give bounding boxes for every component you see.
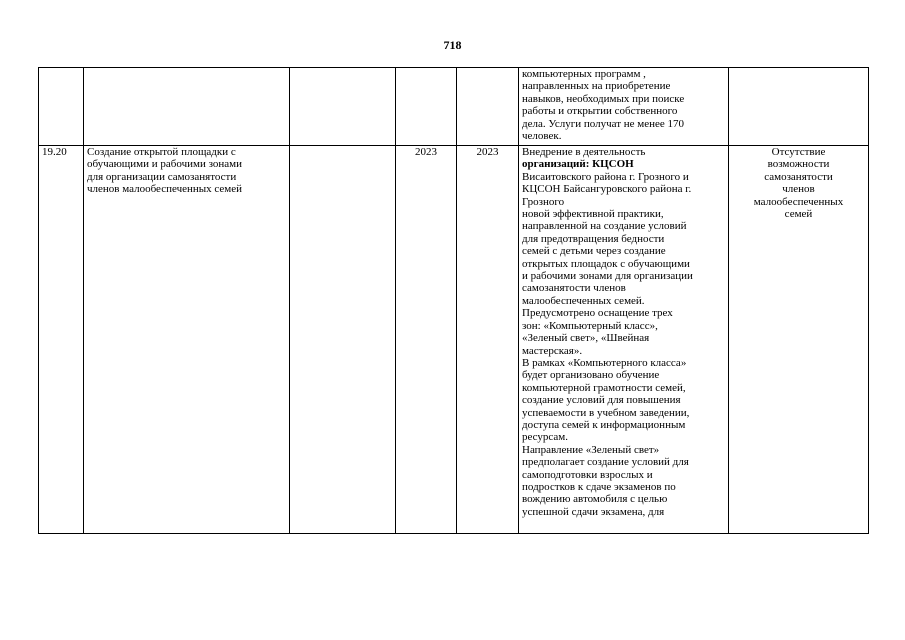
text-line: членов [782, 183, 815, 196]
cell-result [729, 146, 869, 534]
table-row-19-20 [39, 146, 869, 534]
text-line: самозанятости членов [522, 282, 626, 295]
text-line: Висаитовского района г. Грозного и [522, 170, 689, 183]
text-line: навыков, необходимых при поиске [522, 92, 685, 105]
cell-number: 19.20 [39, 146, 84, 534]
text-line: вождению автомобиля с целью [522, 493, 668, 506]
cell-end-year [457, 68, 519, 146]
text-line: подростков к сдаче экзаменов по [522, 480, 676, 493]
text-line: для организации самозанятости [87, 170, 237, 183]
text-line: организаций: КЦСОН [522, 158, 634, 171]
cell-col3 [290, 146, 396, 534]
text-line: Грозного [522, 195, 565, 208]
text-line: В рамках «Компьютерного класса» [522, 356, 687, 369]
page-number: 718 [443, 38, 462, 52]
text-line: предполагает создание условий для [522, 456, 689, 469]
program-table [38, 67, 869, 534]
text-line: человек. [522, 130, 562, 143]
text-line: и рабочими зонами для организации [522, 270, 693, 283]
text-line: Создание открытой площадки с [87, 146, 236, 158]
cell-name [84, 146, 290, 534]
text-line: новой эффективной практики, [522, 208, 664, 221]
text-line: зон: «Компьютерный класс», [522, 319, 658, 332]
cell-name [84, 68, 290, 146]
text-line: малообеспеченных [753, 195, 844, 208]
text-line: Предусмотрено оснащение трех [522, 307, 673, 320]
text-line: ресурсам. [522, 431, 569, 444]
text-line: Внедрение в деятельность [522, 146, 646, 158]
text-line: работы и открытии собственного [522, 105, 678, 118]
cell-result [729, 68, 869, 146]
text-line: семей с детьми через создание [522, 245, 666, 258]
text-line: дела. Услуги получат не менее 170 [522, 117, 685, 130]
text-line: компьютерных программ , [522, 68, 646, 80]
text-line: мастерская». [522, 344, 583, 357]
cell-number [39, 68, 84, 146]
cell-description [519, 68, 729, 146]
text-line: компьютерной грамотности семей, [522, 381, 686, 394]
text-line: направленной на создание условий [522, 220, 687, 233]
text-line: «Зеленый свет», «Швейная [522, 332, 650, 345]
text-line: Отсутствие [771, 146, 826, 158]
text-line: малообеспеченных семей. [522, 294, 645, 307]
text-line: обучающими и рабочими зонами [87, 158, 243, 171]
text-line: успешной сдачи экзамена, для [522, 505, 665, 518]
text-line: семей [784, 208, 813, 221]
text-line: для предотвращения бедности [522, 232, 665, 245]
text-line: КЦСОН Байсангуровского района г. [522, 183, 692, 196]
text-line: открытых площадок с обучающими [522, 257, 690, 270]
text-line: самоподготовки взрослых и [522, 468, 653, 481]
text-line: возможности [767, 158, 830, 171]
text-line: создание условий для повышения [522, 394, 681, 407]
text-line: успеваемости в учебном заведении, [522, 406, 690, 419]
cell-start-year [396, 68, 457, 146]
text-line: членов малообеспеченных семей [87, 183, 243, 196]
cell-description [519, 146, 729, 534]
text-line: доступа семей к информационным [522, 418, 686, 431]
cell-col3 [290, 68, 396, 146]
table-row-continuation [39, 68, 869, 146]
text-line: будет организовано обучение [522, 369, 660, 382]
text-line: Направление «Зеленый свет» [522, 443, 660, 456]
cell-start-year: 2023 [396, 146, 457, 534]
cell-end-year: 2023 [457, 146, 519, 534]
text-line: самозанятости [764, 170, 833, 183]
text-line: направленных на приобретение [522, 80, 671, 93]
